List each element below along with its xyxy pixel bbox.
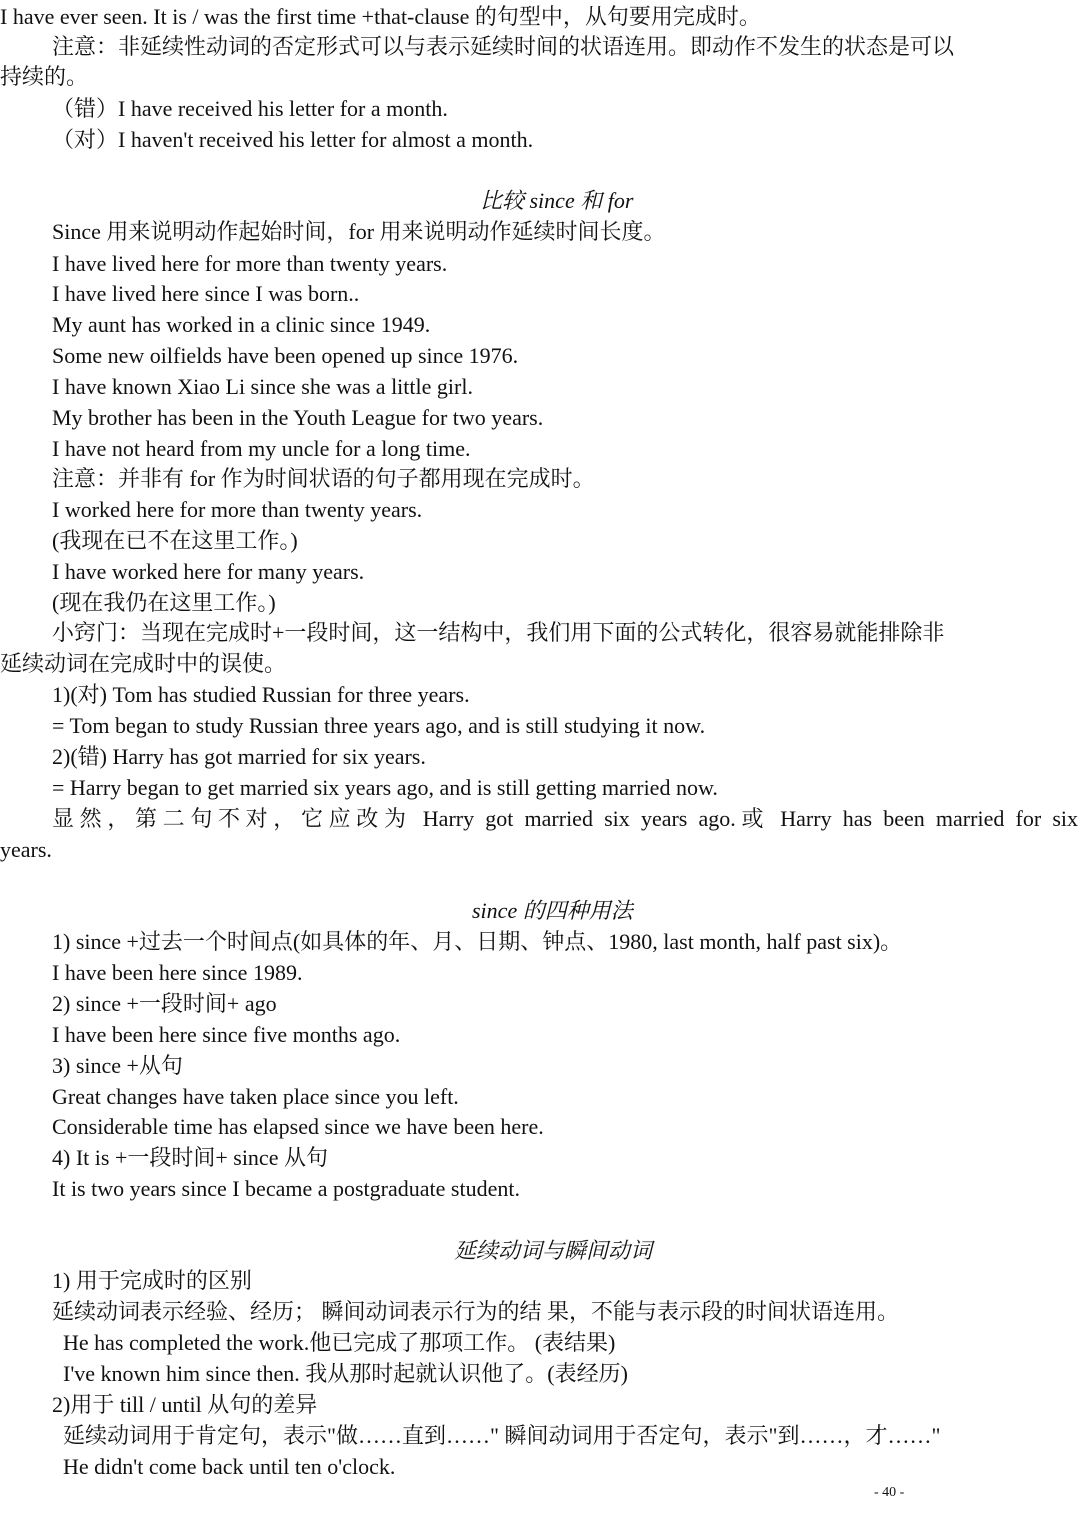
section-heading: 延续动词与瞬间动词 (454, 1238, 653, 1263)
usage-line: 4) It is +一段时间+ since 从句 (52, 1145, 328, 1170)
tip-line: 延续动词在完成时中的误使。 (0, 651, 287, 676)
example-line: I have not heard from my uncle for a long time. (52, 436, 471, 461)
usage-line: 2) since +一段时间+ ago (52, 991, 277, 1016)
example-line: I have lived here for more than twenty years. (52, 251, 448, 276)
page-number: - 40 - (874, 1485, 905, 1500)
example-line: Great changes have taken place since you left. (52, 1084, 459, 1109)
example-line: He didn't come back until ten o'clock. (63, 1454, 396, 1479)
example-line: My brother has been in the Youth League for two years. (52, 405, 544, 430)
example-right: （对）I haven't received his letter for almost a month. (52, 127, 534, 152)
conclusion-line: 显然，第二句不对，它应改为 Harry got married six years ago.或 Harry has been married for six (52, 806, 1078, 831)
example-line: = Harry began to get married six years ago, and is still getting married now. (52, 775, 718, 800)
note-line: 注意：非延续性动词的否定形式可以与表示延续时间的状语连用。即动作不发生的状态是可以 (52, 34, 955, 59)
tip-line: 小窍门：当现在完成时+一段时间，这一结构中，我们用下面的公式转化，很容易就能排除非 (52, 620, 945, 645)
example-line: It is two years since I became a postgraduate student. (52, 1176, 520, 1201)
translation-line: (现在我仍在这里工作。) (52, 590, 276, 615)
text-line: I have ever seen. It is / was the first time +that-clause 的句型中，从句要用完成时。 (0, 4, 761, 29)
section-heading: since 的四种用法 (472, 898, 633, 923)
intro-line: Since 用来说明动作起始时间，for 用来说明动作延续时间长度。 (52, 219, 666, 244)
example-wrong: （错）I have received his letter for a month. (52, 96, 448, 121)
example-line: I have known Xiao Li since she was a little girl. (52, 374, 473, 399)
conclusion-line: years. (0, 837, 52, 862)
usage-line: 3) since +从句 (52, 1053, 183, 1078)
translation-line: (我现在已不在这里工作。) (52, 528, 298, 553)
example-line: He has completed the work.他已完成了那项工作。 (表结果) (63, 1330, 616, 1355)
section-heading: 比较 since 和 for (480, 188, 634, 213)
subheading-line: 2)用于 till / until 从句的差异 (52, 1392, 318, 1417)
example-line: 2)(错) Harry has got married for six years. (52, 744, 426, 769)
example-line: Considerable time has elapsed since we have been here. (52, 1114, 544, 1139)
example-line: I've known him since then. 我从那时起就认识他了。(表经历) (63, 1361, 628, 1386)
subheading-line: 1) 用于完成时的区别 (52, 1268, 252, 1293)
example-line: I have been here since five months ago. (52, 1022, 401, 1047)
note-line: 注意：并非有 for 作为时间状语的句子都用现在完成时。 (52, 466, 595, 491)
example-line: 1)(对) Tom has studied Russian for three years. (52, 682, 470, 707)
example-line: I have worked here for many years. (52, 559, 365, 584)
note-line: 持续的。 (0, 64, 89, 89)
description-line: 延续动词用于肯定句，表示"做……直到……" 瞬间动词用于否定句，表示"到……，才……" (63, 1423, 941, 1448)
example-line: I have been here since 1989. (52, 960, 303, 985)
usage-line: 1) since +过去一个时间点(如具体的年、月、日期、钟点、1980, last month, half past six)。 (52, 929, 903, 954)
example-line: I have lived here since I was born.. (52, 281, 360, 306)
example-line: = Tom began to study Russian three years ago, and is still studying it now. (52, 713, 706, 738)
description-line: 延续动词表示经验、经历； 瞬间动词表示行为的结 果，不能与表示段的时间状语连用。 (52, 1299, 900, 1324)
example-line: I worked here for more than twenty years. (52, 497, 423, 522)
example-line: Some new oilfields have been opened up since 1976. (52, 343, 519, 368)
example-line: My aunt has worked in a clinic since 1949. (52, 312, 431, 337)
